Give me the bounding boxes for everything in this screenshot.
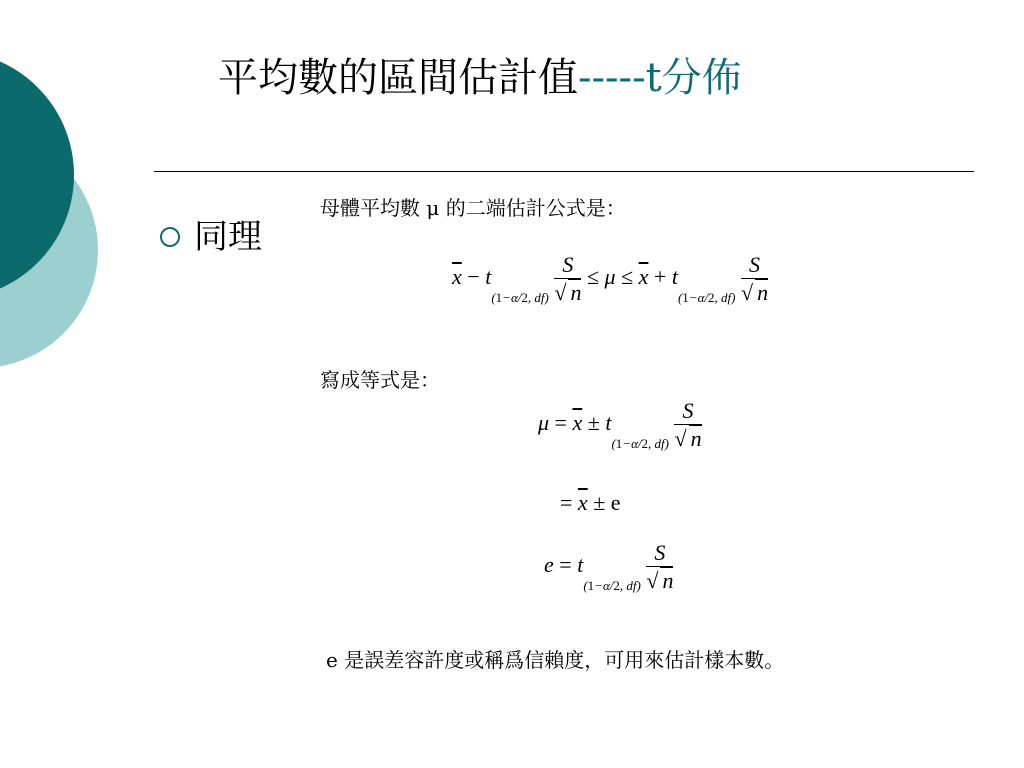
sub-one: 1 xyxy=(495,290,503,306)
sub-one-2: 1 xyxy=(682,290,689,306)
paren-open-3: ( xyxy=(611,436,616,452)
title-accent: -----t分佈 xyxy=(578,55,742,101)
sub-two: 2 xyxy=(521,290,528,306)
sub-df-3: df xyxy=(654,436,665,452)
e-equation xyxy=(544,540,673,594)
t-symbol-2: t xyxy=(671,264,678,290)
paren-open: ( xyxy=(491,290,496,306)
frac-s-3: S xyxy=(674,398,701,425)
equals-sign-2: = xyxy=(560,490,573,515)
title-divider xyxy=(154,171,974,172)
t-symbol-3: t xyxy=(605,410,612,436)
formula-image xyxy=(292,180,952,690)
t-subscript-2: (1−α/2, df) xyxy=(677,290,736,306)
sub-alpha: α xyxy=(510,290,518,306)
paren-close: ) xyxy=(544,290,549,306)
s-over-root-n-2 xyxy=(741,252,768,306)
sub-two-2: 2 xyxy=(708,290,715,306)
sub-df: df xyxy=(534,290,545,306)
frac-n-4: n xyxy=(662,568,674,593)
equality-label: 寫成等式是： xyxy=(320,368,440,392)
t-symbol: t xyxy=(485,264,492,290)
s-over-root-n xyxy=(554,252,581,306)
t-subscript-4: (1−α/2, df) xyxy=(583,578,641,594)
s-over-root-n-4 xyxy=(646,540,673,594)
pm-sign: ± xyxy=(587,410,600,436)
leq-sign: ≤ xyxy=(586,264,600,290)
sqrt-symbol-2: √ xyxy=(741,280,754,305)
slide-title xyxy=(218,48,978,108)
paren-close-2: ) xyxy=(731,290,736,306)
sub-df-4: df xyxy=(626,578,637,594)
interval-formula xyxy=(452,252,768,306)
x-bar: $\overline{x}$ xyxy=(452,264,462,290)
equals-sign-3: = xyxy=(559,552,572,578)
frac-s-2: S xyxy=(741,252,768,279)
mu-symbol-3: μ xyxy=(538,410,550,436)
decorative-circles xyxy=(0,0,120,420)
paren-close-4: ) xyxy=(636,578,641,594)
paren-close-3: ) xyxy=(664,436,669,452)
sub-alpha-4: α xyxy=(602,578,610,594)
t-subscript-3: (1−α/2, df) xyxy=(611,436,669,452)
x-pm-e-equation xyxy=(560,490,621,516)
bullet-item xyxy=(160,214,276,260)
sub-alpha-3: α xyxy=(631,436,638,452)
sqrt-symbol: √ xyxy=(554,280,567,305)
paren-open-2: ( xyxy=(677,290,683,306)
frac-s-4: S xyxy=(646,540,673,567)
frac-n: n xyxy=(570,280,582,305)
paren-open-4: ( xyxy=(583,578,588,594)
x-bar-4: $\overline{x}$ xyxy=(577,490,588,515)
title-main: 平均數的區間估計值 xyxy=(218,55,578,101)
minus-sign: − xyxy=(467,264,480,290)
mu-symbol: μ xyxy=(604,264,616,290)
sqrt-symbol-4: √ xyxy=(646,568,659,593)
sub-df-2: df xyxy=(721,290,732,306)
s-over-root-n-3 xyxy=(674,398,701,452)
bullet-text: 同理 xyxy=(194,217,262,257)
pm-sign-2: ± xyxy=(593,490,606,515)
sqrt-symbol-3: √ xyxy=(674,426,687,451)
frac-n-3: n xyxy=(690,426,702,451)
intro-line: 母體平均數 μ 的二端估計公式是： xyxy=(320,196,626,220)
plus-sign: + xyxy=(653,264,667,290)
mu-equation xyxy=(538,398,702,452)
sub-one-4: 1 xyxy=(587,578,595,594)
sub-alpha-2: α xyxy=(697,290,705,306)
t-subscript: (1−α/2, df) xyxy=(491,290,549,306)
footer-line: e 是誤差容許度或稱爲信賴度，可用來估計樣本數。 xyxy=(326,648,785,672)
frac-n-2: n xyxy=(757,280,769,305)
e-symbol: e xyxy=(610,490,621,515)
equals-sign: = xyxy=(554,410,567,436)
sub-one-3: 1 xyxy=(615,436,623,452)
t-symbol-4: t xyxy=(577,552,584,578)
sub-two-4: 2 xyxy=(613,578,620,594)
x-bar-3: $\overline{x}$ xyxy=(572,410,583,436)
frac-s: S xyxy=(554,252,581,279)
sub-two-3: 2 xyxy=(641,436,649,452)
e-symbol-2: e xyxy=(544,552,554,578)
x-bar-2: $\overline{x}$ xyxy=(638,264,649,290)
leq-sign-2: ≤ xyxy=(621,264,634,290)
bullet-ring-icon xyxy=(160,227,180,247)
